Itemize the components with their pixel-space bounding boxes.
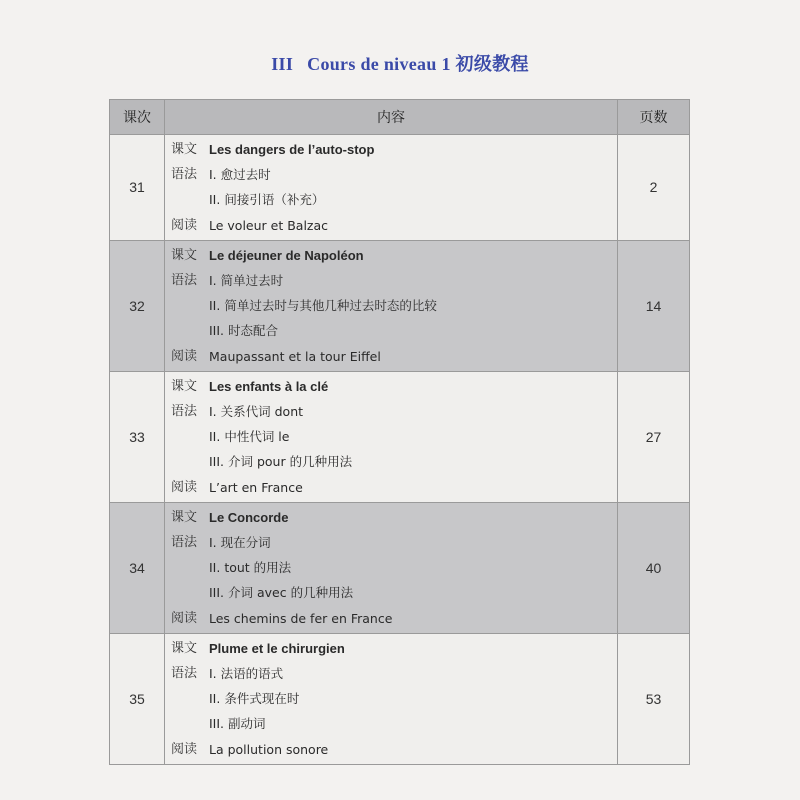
content-line xyxy=(165,636,617,661)
page-number: 2 xyxy=(618,135,690,241)
line-tag: 阅读 xyxy=(171,217,198,233)
content-line xyxy=(165,399,617,424)
lesson-number: 33 xyxy=(110,371,165,502)
page-number: 53 xyxy=(618,633,690,764)
line-text: III. 介词 pour 的几种用法 xyxy=(209,454,353,470)
line-text: I. 简单过去时 xyxy=(209,272,284,288)
line-tag: 阅读 xyxy=(171,610,198,626)
lesson-number: 35 xyxy=(110,633,165,764)
content-line xyxy=(165,318,617,343)
table-of-contents xyxy=(109,99,690,765)
lesson-title: Les dangers de l’auto-stop xyxy=(209,142,375,157)
content-line xyxy=(165,530,617,555)
lesson-title: Le Concorde xyxy=(209,509,289,525)
page-number: 27 xyxy=(618,371,690,502)
lesson-title: Le déjeuner de Napoléon xyxy=(209,247,364,263)
lesson-title: Les enfants à la clé xyxy=(209,378,329,394)
line-text: I. 关系代词 dont xyxy=(209,403,304,419)
page-number: 14 xyxy=(618,240,690,371)
line-tag: 课文 xyxy=(171,640,198,656)
line-text: III. 介词 avec 的几种用法 xyxy=(209,585,354,601)
content-line xyxy=(165,449,617,474)
content-line xyxy=(165,661,617,686)
line-tag: 语法 xyxy=(171,534,198,550)
content-line xyxy=(165,686,617,711)
lesson-title: Plume et le chirurgien xyxy=(209,640,345,656)
line-text: I. 法语的语式 xyxy=(209,665,284,681)
header-pages: 页数 xyxy=(618,100,690,135)
line-text: I. 愈过去时 xyxy=(209,167,271,183)
content-line xyxy=(165,187,617,212)
line-tag: 阅读 xyxy=(171,479,198,495)
lesson-number: 31 xyxy=(110,135,165,241)
line-text: II. 简单过去时与其他几种过去时态的比较 xyxy=(209,298,437,314)
line-tag: 课文 xyxy=(171,247,198,263)
lesson-content xyxy=(165,135,618,241)
line-text: Maupassant et la tour Eiffel xyxy=(209,348,381,364)
content-line xyxy=(165,213,617,238)
line-text: I. 现在分词 xyxy=(209,534,271,550)
line-tag: 课文 xyxy=(171,509,198,525)
line-tag: 阅读 xyxy=(171,741,198,757)
content-line xyxy=(165,162,617,187)
content-line xyxy=(165,137,617,162)
lesson-content xyxy=(165,633,618,764)
content-line xyxy=(165,424,617,449)
content-line xyxy=(165,243,617,268)
lesson-number: 34 xyxy=(110,502,165,633)
line-text: II. tout 的用法 xyxy=(209,560,292,576)
table-row xyxy=(110,371,690,502)
line-tag: 课文 xyxy=(171,142,198,157)
line-text: Le voleur et Balzac xyxy=(209,217,329,233)
line-text: II. 间接引语（补充） xyxy=(209,192,325,208)
lesson-content xyxy=(165,502,618,633)
content-line xyxy=(165,606,617,631)
content-line xyxy=(165,344,617,369)
content-line xyxy=(165,505,617,530)
content-line xyxy=(165,580,617,605)
section-title: Cours de niveau 1 初级教程 xyxy=(307,54,529,74)
lesson-number: 32 xyxy=(110,240,165,371)
line-tag: 语法 xyxy=(171,665,198,681)
lesson-content xyxy=(165,371,618,502)
page-number: 40 xyxy=(618,502,690,633)
header-lesson: 课次 xyxy=(110,100,165,135)
line-tag: 语法 xyxy=(171,272,198,288)
lesson-content xyxy=(165,240,618,371)
content-line xyxy=(165,737,617,762)
content-line xyxy=(165,293,617,318)
table-row xyxy=(110,633,690,764)
content-line xyxy=(165,711,617,736)
table-row xyxy=(110,502,690,633)
table-header-row xyxy=(110,100,690,135)
content-line xyxy=(165,475,617,500)
header-content: 内容 xyxy=(165,100,618,135)
page-title xyxy=(0,50,800,76)
line-tag: 语法 xyxy=(171,167,198,183)
line-text: La pollution sonore xyxy=(209,741,329,757)
line-text: II. 条件式现在时 xyxy=(209,691,300,707)
line-tag: 课文 xyxy=(171,378,198,394)
line-text: III. 时态配合 xyxy=(209,323,279,339)
line-text: II. 中性代词 le xyxy=(209,429,290,445)
line-text: Les chemins de fer en France xyxy=(209,610,393,626)
table-row xyxy=(110,135,690,241)
content-line xyxy=(165,268,617,293)
line-text: III. 副动词 xyxy=(209,716,266,732)
content-line xyxy=(165,374,617,399)
section-number: III xyxy=(271,54,294,74)
line-tag: 语法 xyxy=(171,403,198,419)
line-tag: 阅读 xyxy=(171,348,198,364)
line-text: L’art en France xyxy=(209,479,303,495)
table-row xyxy=(110,240,690,371)
content-line xyxy=(165,555,617,580)
